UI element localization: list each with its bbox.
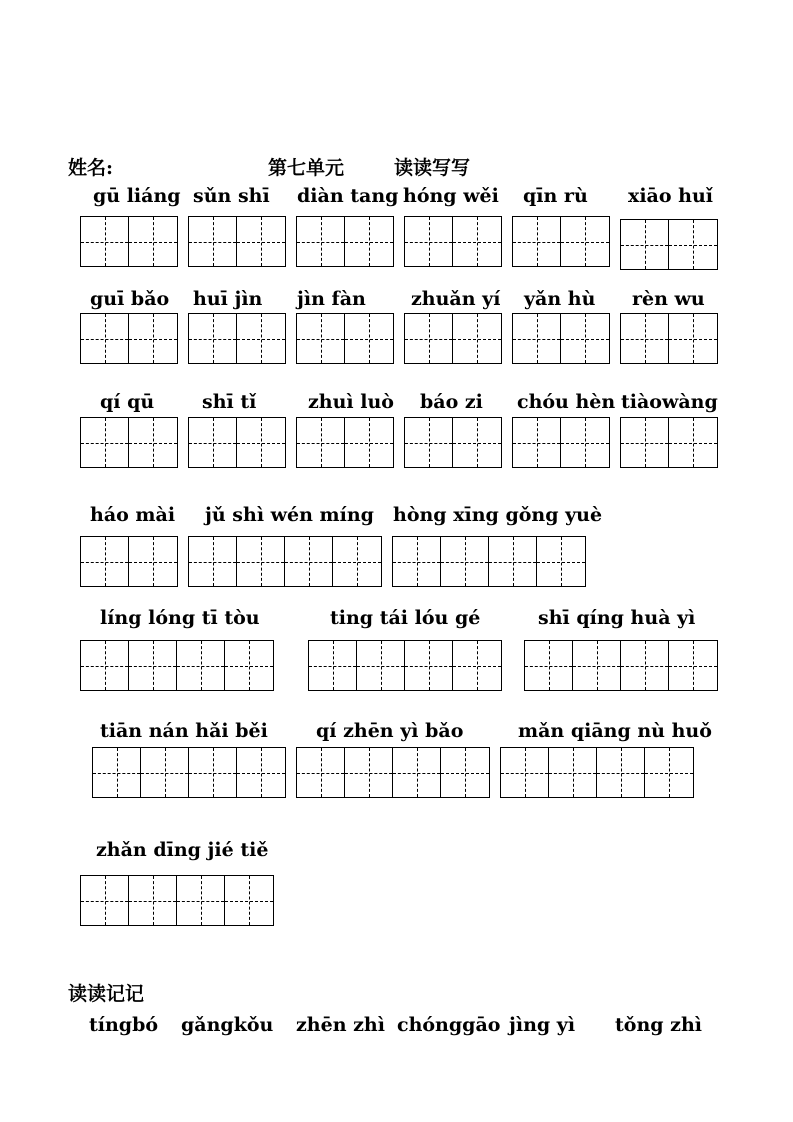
review-word: gǎngkǒu bbox=[181, 1014, 274, 1036]
pinyin-label: mǎn qiāng nù huǒ bbox=[518, 720, 712, 742]
writing-grid[interactable] bbox=[512, 313, 610, 364]
pinyin-label: jǔ shì wén míng bbox=[205, 504, 374, 526]
writing-grid[interactable] bbox=[92, 747, 286, 798]
review-word: tíngbó bbox=[89, 1014, 159, 1036]
writing-grid[interactable] bbox=[296, 313, 394, 364]
pinyin-label: guī bǎo bbox=[90, 288, 170, 310]
writing-grid[interactable] bbox=[296, 747, 490, 798]
writing-grid[interactable] bbox=[512, 417, 610, 468]
pinyin-label: sǔn shī bbox=[193, 185, 270, 207]
pinyin-label: rèn wu bbox=[632, 288, 705, 310]
pinyin-label: diàn tang bbox=[297, 185, 399, 207]
writing-grid[interactable] bbox=[188, 417, 286, 468]
writing-grid[interactable] bbox=[404, 216, 502, 267]
pinyin-label: báo zi bbox=[420, 391, 483, 413]
pinyin-label: shī tǐ bbox=[202, 391, 257, 413]
pinyin-label: jìn fàn bbox=[297, 288, 366, 310]
writing-grid[interactable] bbox=[80, 536, 178, 587]
pinyin-label: hóng wěi bbox=[403, 185, 499, 207]
writing-grid[interactable] bbox=[308, 640, 502, 691]
writing-grid[interactable] bbox=[620, 219, 718, 270]
review-title: 读读记记 bbox=[68, 983, 145, 1005]
writing-grid[interactable] bbox=[80, 640, 274, 691]
pinyin-label: tiān nán hǎi běi bbox=[100, 720, 268, 742]
pinyin-label: tiàowàng bbox=[621, 391, 718, 413]
writing-grid[interactable] bbox=[296, 216, 394, 267]
review-word: zhēn zhì bbox=[296, 1014, 385, 1036]
pinyin-label: zhuǎn yí bbox=[411, 288, 501, 310]
pinyin-label: gū liáng bbox=[93, 185, 181, 207]
pinyin-label: huī jìn bbox=[193, 288, 263, 310]
pinyin-label: yǎn hù bbox=[524, 288, 596, 310]
writing-grid[interactable] bbox=[404, 313, 502, 364]
pinyin-label: qí qū bbox=[100, 391, 155, 413]
writing-grid[interactable] bbox=[80, 875, 274, 926]
pinyin-label: zhuì luò bbox=[308, 391, 394, 413]
pinyin-label: líng lóng tī tòu bbox=[100, 607, 260, 629]
writing-grid[interactable] bbox=[296, 417, 394, 468]
writing-grid[interactable] bbox=[80, 417, 178, 468]
review-word: chónggāo bbox=[397, 1014, 501, 1036]
pinyin-label: háo mài bbox=[90, 504, 176, 526]
unit-title: 第七单元 bbox=[268, 157, 345, 179]
writing-grid[interactable] bbox=[512, 216, 610, 267]
review-word: jìng yì bbox=[509, 1014, 576, 1036]
writing-grid[interactable] bbox=[392, 536, 586, 587]
writing-grid[interactable] bbox=[620, 417, 718, 468]
pinyin-label: xiāo huǐ bbox=[628, 185, 713, 207]
pinyin-label: hòng xīng gǒng yuè bbox=[393, 504, 603, 526]
writing-grid[interactable] bbox=[404, 417, 502, 468]
writing-grid[interactable] bbox=[500, 747, 694, 798]
section-title: 读读写写 bbox=[394, 157, 471, 179]
writing-grid[interactable] bbox=[524, 640, 718, 691]
review-word: tǒng zhì bbox=[615, 1014, 702, 1036]
writing-grid[interactable] bbox=[188, 536, 382, 587]
pinyin-label: qí zhēn yì bǎo bbox=[316, 720, 464, 742]
pinyin-label: zhǎn dīng jié tiě bbox=[96, 839, 269, 861]
writing-grid[interactable] bbox=[188, 216, 286, 267]
pinyin-label: chóu hèn bbox=[517, 391, 616, 413]
writing-grid[interactable] bbox=[620, 313, 718, 364]
pinyin-label: shī qíng huà yì bbox=[538, 607, 696, 629]
pinyin-label: ting tái lóu gé bbox=[330, 607, 481, 629]
pinyin-label: qīn rù bbox=[523, 185, 588, 207]
writing-grid[interactable] bbox=[80, 216, 178, 267]
writing-grid[interactable] bbox=[188, 313, 286, 364]
name-label: 姓名: bbox=[68, 157, 114, 179]
writing-grid[interactable] bbox=[80, 313, 178, 364]
